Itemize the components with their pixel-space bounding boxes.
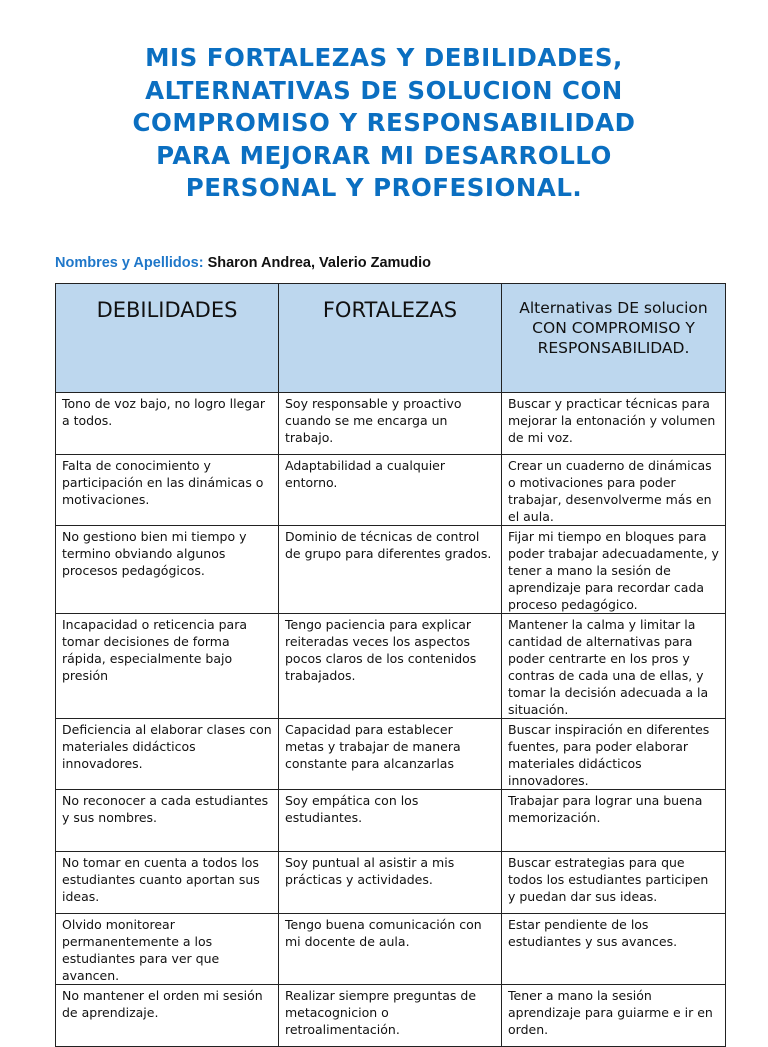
- cell-alternativa: Crear un cuaderno de dinámicas o motivaciones para poder trabajar, desenvolverme más en el aula.: [502, 455, 726, 526]
- cell-debilidad: Tono de voz bajo, no logro llegar a todos.: [56, 393, 279, 455]
- cell-fortaleza: Realizar siempre preguntas de metacognicion o retroalimentación.: [279, 985, 502, 1047]
- cell-debilidad: Falta de conocimiento y participación en las dinámicas o motivaciones.: [56, 455, 279, 526]
- title-line: PARA MEJORAR MI DESARROLLO: [156, 140, 612, 170]
- title-line: ALTERNATIVAS DE SOLUCION CON: [145, 75, 623, 105]
- cell-alternativa: Fijar mi tiempo en bloques para poder trabajar adecuadamente, y tener a mano la sesión de aprendizaje para recordar cada proceso pedagógico.: [502, 526, 726, 614]
- names-value: Sharon Andrea, Valerio Zamudio: [207, 255, 432, 271]
- table-row: [56, 914, 726, 985]
- strengths-weaknesses-table: [55, 283, 726, 1047]
- title-line: COMPROMISO Y RESPONSABILIDAD: [132, 108, 636, 137]
- table-row: [56, 852, 726, 914]
- table-row: [56, 455, 726, 526]
- cell-alternativa: Buscar y practicar técnicas para mejorar la entonación y volumen de mi voz.: [502, 393, 726, 455]
- cell-alternativa: Mantener la calma y limitar la cantidad de alternativas para poder centrarte en los pros y contras de cada una de ellas, y tomar la decisión adecuada a la situación.: [502, 614, 726, 719]
- cell-debilidad: No gestiono bien mi tiempo y termino obviando algunos procesos pedagógicos.: [56, 526, 279, 614]
- header-fortalezas: FORTALEZAS: [279, 284, 502, 393]
- document-title: [60, 42, 708, 205]
- table-row: [56, 526, 726, 614]
- cell-alternativa: Buscar inspiración en diferentes fuentes, para poder elaborar materiales didácticos innovadores.: [502, 719, 726, 790]
- table-row: [56, 790, 726, 852]
- table-row: [56, 614, 726, 719]
- cell-debilidad: No mantener el orden mi sesión de aprendizaje.: [56, 985, 279, 1047]
- cell-fortaleza: Soy responsable y proactivo cuando se me encarga un trabajo.: [279, 393, 502, 455]
- title-line: PERSONAL Y PROFESIONAL.: [185, 173, 583, 202]
- cell-fortaleza: Capacidad para establecer metas y trabajar de manera constante para alcanzarlas: [279, 719, 502, 790]
- names-label: Nombres y Apellidos:: [55, 255, 204, 271]
- table-row: [56, 393, 726, 455]
- cell-fortaleza: Adaptabilidad a cualquier entorno.: [279, 455, 502, 526]
- cell-fortaleza: Dominio de técnicas de control de grupo para diferentes grados.: [279, 526, 502, 614]
- names-line: [55, 255, 431, 271]
- title-line: MIS FORTALEZAS Y DEBILIDADES,: [145, 43, 623, 72]
- table-row: [56, 719, 726, 790]
- table-header-row: [56, 284, 726, 393]
- cell-alternativa: Buscar estrategias para que todos los estudiantes participen y puedan dar sus ideas.: [502, 852, 726, 914]
- cell-fortaleza: Tengo buena comunicación con mi docente de aula.: [279, 914, 502, 985]
- header-alternativas: Alternativas DE solucion CON COMPROMISO Y RESPONSABILIDAD.: [502, 284, 726, 393]
- cell-debilidad: Olvido monitorear permanentemente a los estudiantes para ver que avancen.: [56, 914, 279, 985]
- table-row: [56, 985, 726, 1047]
- header-debilidades: DEBILIDADES: [56, 284, 279, 393]
- cell-alternativa: Estar pendiente de los estudiantes y sus avances.: [502, 914, 726, 985]
- cell-alternativa: Tener a mano la sesión aprendizaje para guiarme e ir en orden.: [502, 985, 726, 1047]
- cell-debilidad: Deficiencia al elaborar clases con materiales didácticos innovadores.: [56, 719, 279, 790]
- cell-alternativa: Trabajar para lograr una buena memorización.: [502, 790, 726, 852]
- cell-debilidad: No tomar en cuenta a todos los estudiantes cuanto aportan sus ideas.: [56, 852, 279, 914]
- cell-fortaleza: Soy puntual al asistir a mis prácticas y actividades.: [279, 852, 502, 914]
- cell-debilidad: Incapacidad o reticencia para tomar decisiones de forma rápida, especialmente bajo presión: [56, 614, 279, 719]
- cell-fortaleza: Soy empática con los estudiantes.: [279, 790, 502, 852]
- cell-debilidad: No reconocer a cada estudiantes y sus nombres.: [56, 790, 279, 852]
- cell-fortaleza: Tengo paciencia para explicar reiteradas veces los aspectos pocos claros de los contenidos trabajados.: [279, 614, 502, 719]
